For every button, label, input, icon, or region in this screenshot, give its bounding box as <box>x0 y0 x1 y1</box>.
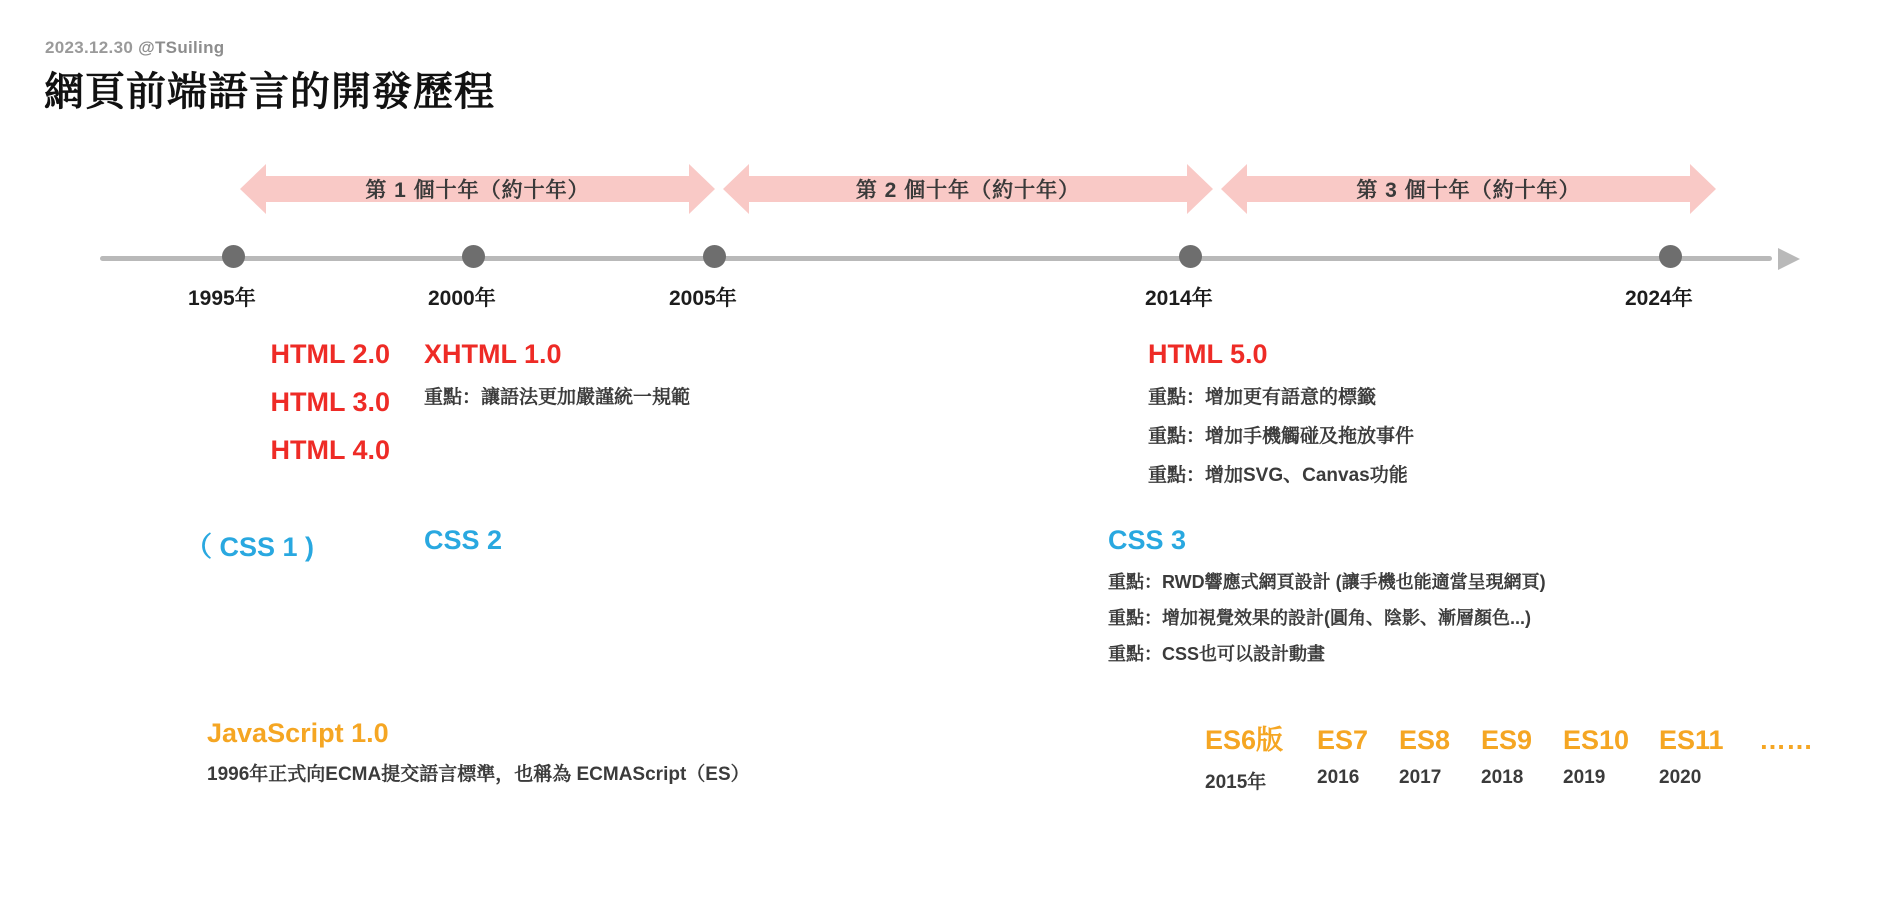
timeline-dot <box>703 245 726 268</box>
xhtml-group <box>424 330 690 417</box>
ecmascript-version: ES10 <box>1563 725 1630 755</box>
author-handle: @TSuiling <box>138 38 225 57</box>
ecmascript-version: ES6版 <box>1205 725 1284 755</box>
timeline-year-label: 1995年 <box>188 287 256 310</box>
ecmascript-year: 2015年 <box>1205 772 1267 793</box>
date-text: 2023.12.30 <box>45 38 134 57</box>
meta-line <box>45 38 224 58</box>
html5-note: 重點：增加SVG、Canvas功能 <box>1148 465 1408 486</box>
timeline-dot <box>1179 245 1202 268</box>
ecmascript-version-more: …… <box>1759 725 1813 755</box>
html5-note: 重點：增加更有語意的標籤 <box>1148 387 1377 408</box>
html-early-group <box>150 330 390 474</box>
ecmascript-version: ES7 <box>1317 725 1369 755</box>
xhtml-title: XHTML 1.0 <box>424 339 562 369</box>
ecmascript-year: 2020 <box>1659 767 1702 788</box>
ecmascript-year: 2018 <box>1481 767 1524 788</box>
axis-line <box>100 256 1772 261</box>
html-version: HTML 3.0 <box>270 387 390 417</box>
timeline-dot <box>462 245 485 268</box>
decade-label: 第 1 個十年（約十年） <box>365 179 590 202</box>
timeline-dot <box>222 245 245 268</box>
timeline-axis <box>100 252 1800 266</box>
css3-note: 重點：CSS也可以設計動畫 <box>1108 644 1326 664</box>
timeline-year-label: 2000年 <box>428 287 496 310</box>
page-title: 網頁前端語言的開發歷程 <box>44 70 495 114</box>
timeline-year-label: 2024年 <box>1625 287 1693 310</box>
ecmascript-version: ES11 <box>1659 725 1724 755</box>
decade-banner <box>240 160 715 218</box>
xhtml-note: 重點：讓語法更加嚴謹統一規範 <box>424 387 691 408</box>
decade-banner <box>1221 160 1716 218</box>
javascript-note: 1996年正式向ECMA提交語言標準，也稱為 ECMAScript（ES） <box>207 764 750 785</box>
decade-label: 第 2 個十年（約十年） <box>855 179 1081 202</box>
css1-title: （ CSS 1 ) <box>185 532 315 562</box>
css3-title: CSS 3 <box>1108 525 1187 555</box>
css2-title: CSS 2 <box>424 525 503 555</box>
css3-note: 重點：增加視覺效果的設計(圓角、陰影、漸層顏色...) <box>1108 608 1531 628</box>
decade-label: 第 3 個十年（約十年） <box>1356 179 1581 202</box>
javascript-title: JavaScript 1.0 <box>207 718 389 748</box>
ecmascript-version: ES8 <box>1399 725 1451 755</box>
html5-group <box>1148 330 1414 495</box>
decade-banner <box>723 160 1213 218</box>
timeline-dot <box>1659 245 1682 268</box>
timeline-year-label: 2005年 <box>669 287 737 310</box>
javascript-group <box>207 718 750 794</box>
css3-note: 重點：RWD響應式網頁設計 (讓手機也能適當呈現網頁) <box>1108 572 1546 592</box>
html-version: HTML 4.0 <box>270 435 390 465</box>
ecmascript-year: 2016 <box>1317 767 1360 788</box>
ecmascript-year: 2017 <box>1399 767 1442 788</box>
ecmascript-version-row <box>1205 718 1813 757</box>
html5-note: 重點：增加手機觸碰及拖放事件 <box>1148 426 1415 447</box>
html-version: HTML 2.0 <box>270 339 390 369</box>
timeline-year-label: 2014年 <box>1145 287 1213 310</box>
ecmascript-group <box>1205 718 1813 794</box>
ecmascript-year: 2019 <box>1563 767 1606 788</box>
axis-arrow-icon <box>1778 248 1800 270</box>
css3-group <box>1108 525 1546 672</box>
ecmascript-version: ES9 <box>1481 725 1533 755</box>
ecmascript-year-row <box>1205 767 1813 794</box>
html5-title: HTML 5.0 <box>1148 339 1268 369</box>
